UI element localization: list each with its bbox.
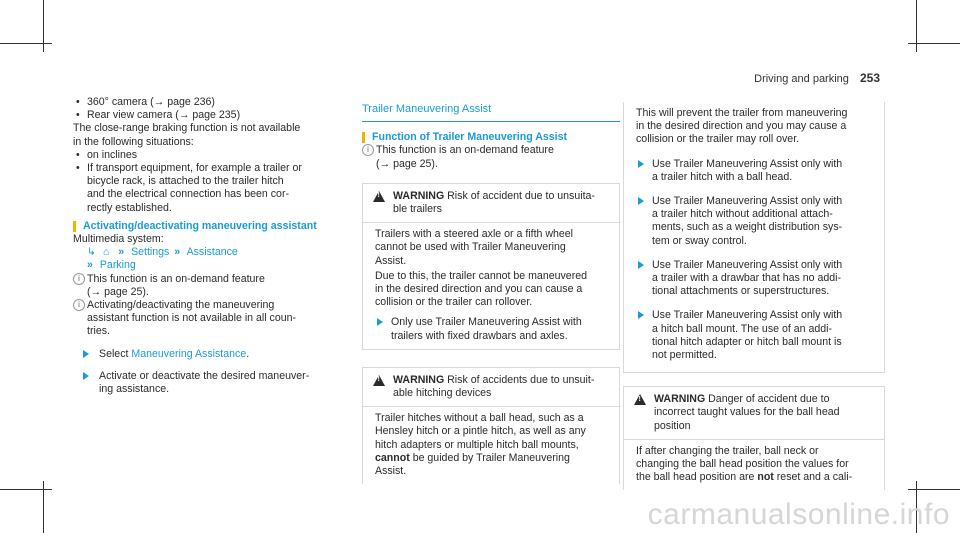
step-arrow-icon <box>83 350 89 358</box>
column-2 <box>362 103 620 484</box>
list-item: • on inclines <box>73 149 358 162</box>
step: Use Trailer Maneuvering Assist only with a trailer hitch with a ball head. <box>636 158 876 184</box>
warning-box: ! WARNING Risk of accidents due to unsuit- able hitching devices Trailer hitches without a ball head, such as a Hensley hitch or a pintle hitch, as well as any hitch adapters or multiple hitch ball mounts, cannot be guided by Trailer Maneuvering Assist. <box>362 367 620 484</box>
crop-mark <box>0 43 52 44</box>
page-number: 253 <box>859 71 880 85</box>
path-parking: Parking <box>99 259 136 272</box>
watermark: carmanualsonline.info <box>647 498 950 531</box>
chevron-icon: » <box>174 246 181 259</box>
column-1 <box>73 96 358 396</box>
step-arrow-icon <box>377 318 383 326</box>
warning-continuation: This will prevent the trailer from maneuvering in the desired direction and you may cause a collision or the trailer may roll over. Use Trailer Maneuvering Assist only with a trailer hitch with a ball head. Use Trailer Maneuvering Assist only with a trailer hitch without additional attach- ments, such as a weight distribution sys- tem or sway control. Use Trailer Maneuvering Assist only with a trailer with a drawbar that has no addi- tional attachments or superstructures. Use Trailer Maneuvering Assist only with a hitch ball mount. The use of an addi- tional hitch adapter or hitch ball mount is not permitted. <box>623 102 885 373</box>
step: Use Trailer Maneuvering Assist only with a hitch ball mount. The use of an addi- tional hitch adapter or hitch ball mount is not permitted. <box>636 309 876 362</box>
warning-icon <box>634 394 646 405</box>
warning-label: WARNING <box>393 189 445 202</box>
list-item: • If transport equipment, for example a trailer or bicycle rack, is attached to the trailer hitch and the electrical connection has been cor- rectly established. <box>73 162 358 215</box>
subheading: Activating/deactivating maneuvering assistant <box>73 220 358 233</box>
subheading: Function of Trailer Maneuvering Assist <box>362 131 620 144</box>
list-item: • 360° camera (→ page 236) <box>73 96 358 109</box>
crop-mark <box>908 43 960 44</box>
path-settings: Settings <box>131 246 170 259</box>
step: Only use Trailer Maneuvering Assist with trailers with fixed drawbars and axles. <box>375 316 611 342</box>
warning-box: ! WARNING Risk of accident due to unsuita- ble trailers Trailers with a steered axle or a fifth wheel cannot be used with Trailer Maneuvering Assist. Due to this, the trailer cannot be maneuvered in the desired direction and you can cause a collision or the trailer can rollover. Only use Trailer Maneuvering Assist with trailers with fixed drawbars and axles. <box>362 183 620 350</box>
info-note: i This function is an on-demand feature (→ page 25). <box>73 273 358 299</box>
warning-icon <box>373 375 385 386</box>
step: Activate or deactivate the desired maneuver- ing assistance. <box>73 370 358 396</box>
menu-path-2 <box>73 259 358 272</box>
crop-mark <box>916 0 917 52</box>
paragraph: The close-range braking function is not available in the following situations: <box>73 122 301 148</box>
section-title: Driving and parking <box>754 73 849 85</box>
list-item: • Rear view camera (→ page 235) <box>73 109 358 122</box>
crop-mark <box>43 0 44 52</box>
crop-mark <box>0 489 52 490</box>
chevron-icon: » <box>87 259 93 272</box>
step-arrow-icon <box>638 160 644 168</box>
info-icon: i <box>73 273 85 285</box>
section-title: Trailer Maneuvering Assist <box>362 103 620 122</box>
column-3 <box>623 102 885 490</box>
info-icon: i <box>73 299 85 311</box>
step-arrow-icon <box>638 261 644 269</box>
warning-box: ! WARNING Danger of accident due to incorrect taught values for the ball head position If after changing the trailer, ball neck or changing the ball head position the values for the ball head position are not reset and a cali- <box>623 386 885 490</box>
warning-label: WARNING <box>654 393 706 406</box>
page-header <box>754 72 880 86</box>
return-arrow-icon: ↳ <box>87 246 96 259</box>
system-label: Multimedia system: <box>73 233 164 246</box>
warning-label: WARNING <box>393 373 445 386</box>
step: Use Trailer Maneuvering Assist only with a trailer with a drawbar that has no addi- tional attachments or superstructures. <box>636 259 876 299</box>
menu-path <box>73 246 358 259</box>
crop-mark <box>908 489 960 490</box>
path-assistance: Assistance <box>186 246 238 259</box>
info-icon: i <box>362 144 374 156</box>
warning-icon <box>373 191 385 202</box>
step-arrow-icon <box>83 372 89 380</box>
home-icon: ⌂ <box>102 246 110 259</box>
step-arrow-icon <box>638 197 644 205</box>
info-note: i Activating/deactivating the maneuvering assistant function is not available in all coun- tries. <box>73 299 358 339</box>
step: Select Maneuvering Assistance. <box>73 348 358 361</box>
chevron-icon: » <box>118 246 125 259</box>
step: Use Trailer Maneuvering Assist only with a trailer hitch without additional attach- ments, such as a weight distribution sys- tem or sway control. <box>636 195 876 248</box>
step-arrow-icon <box>638 311 644 319</box>
info-note: i This function is an on-demand feature (→ page 25). <box>362 144 620 170</box>
